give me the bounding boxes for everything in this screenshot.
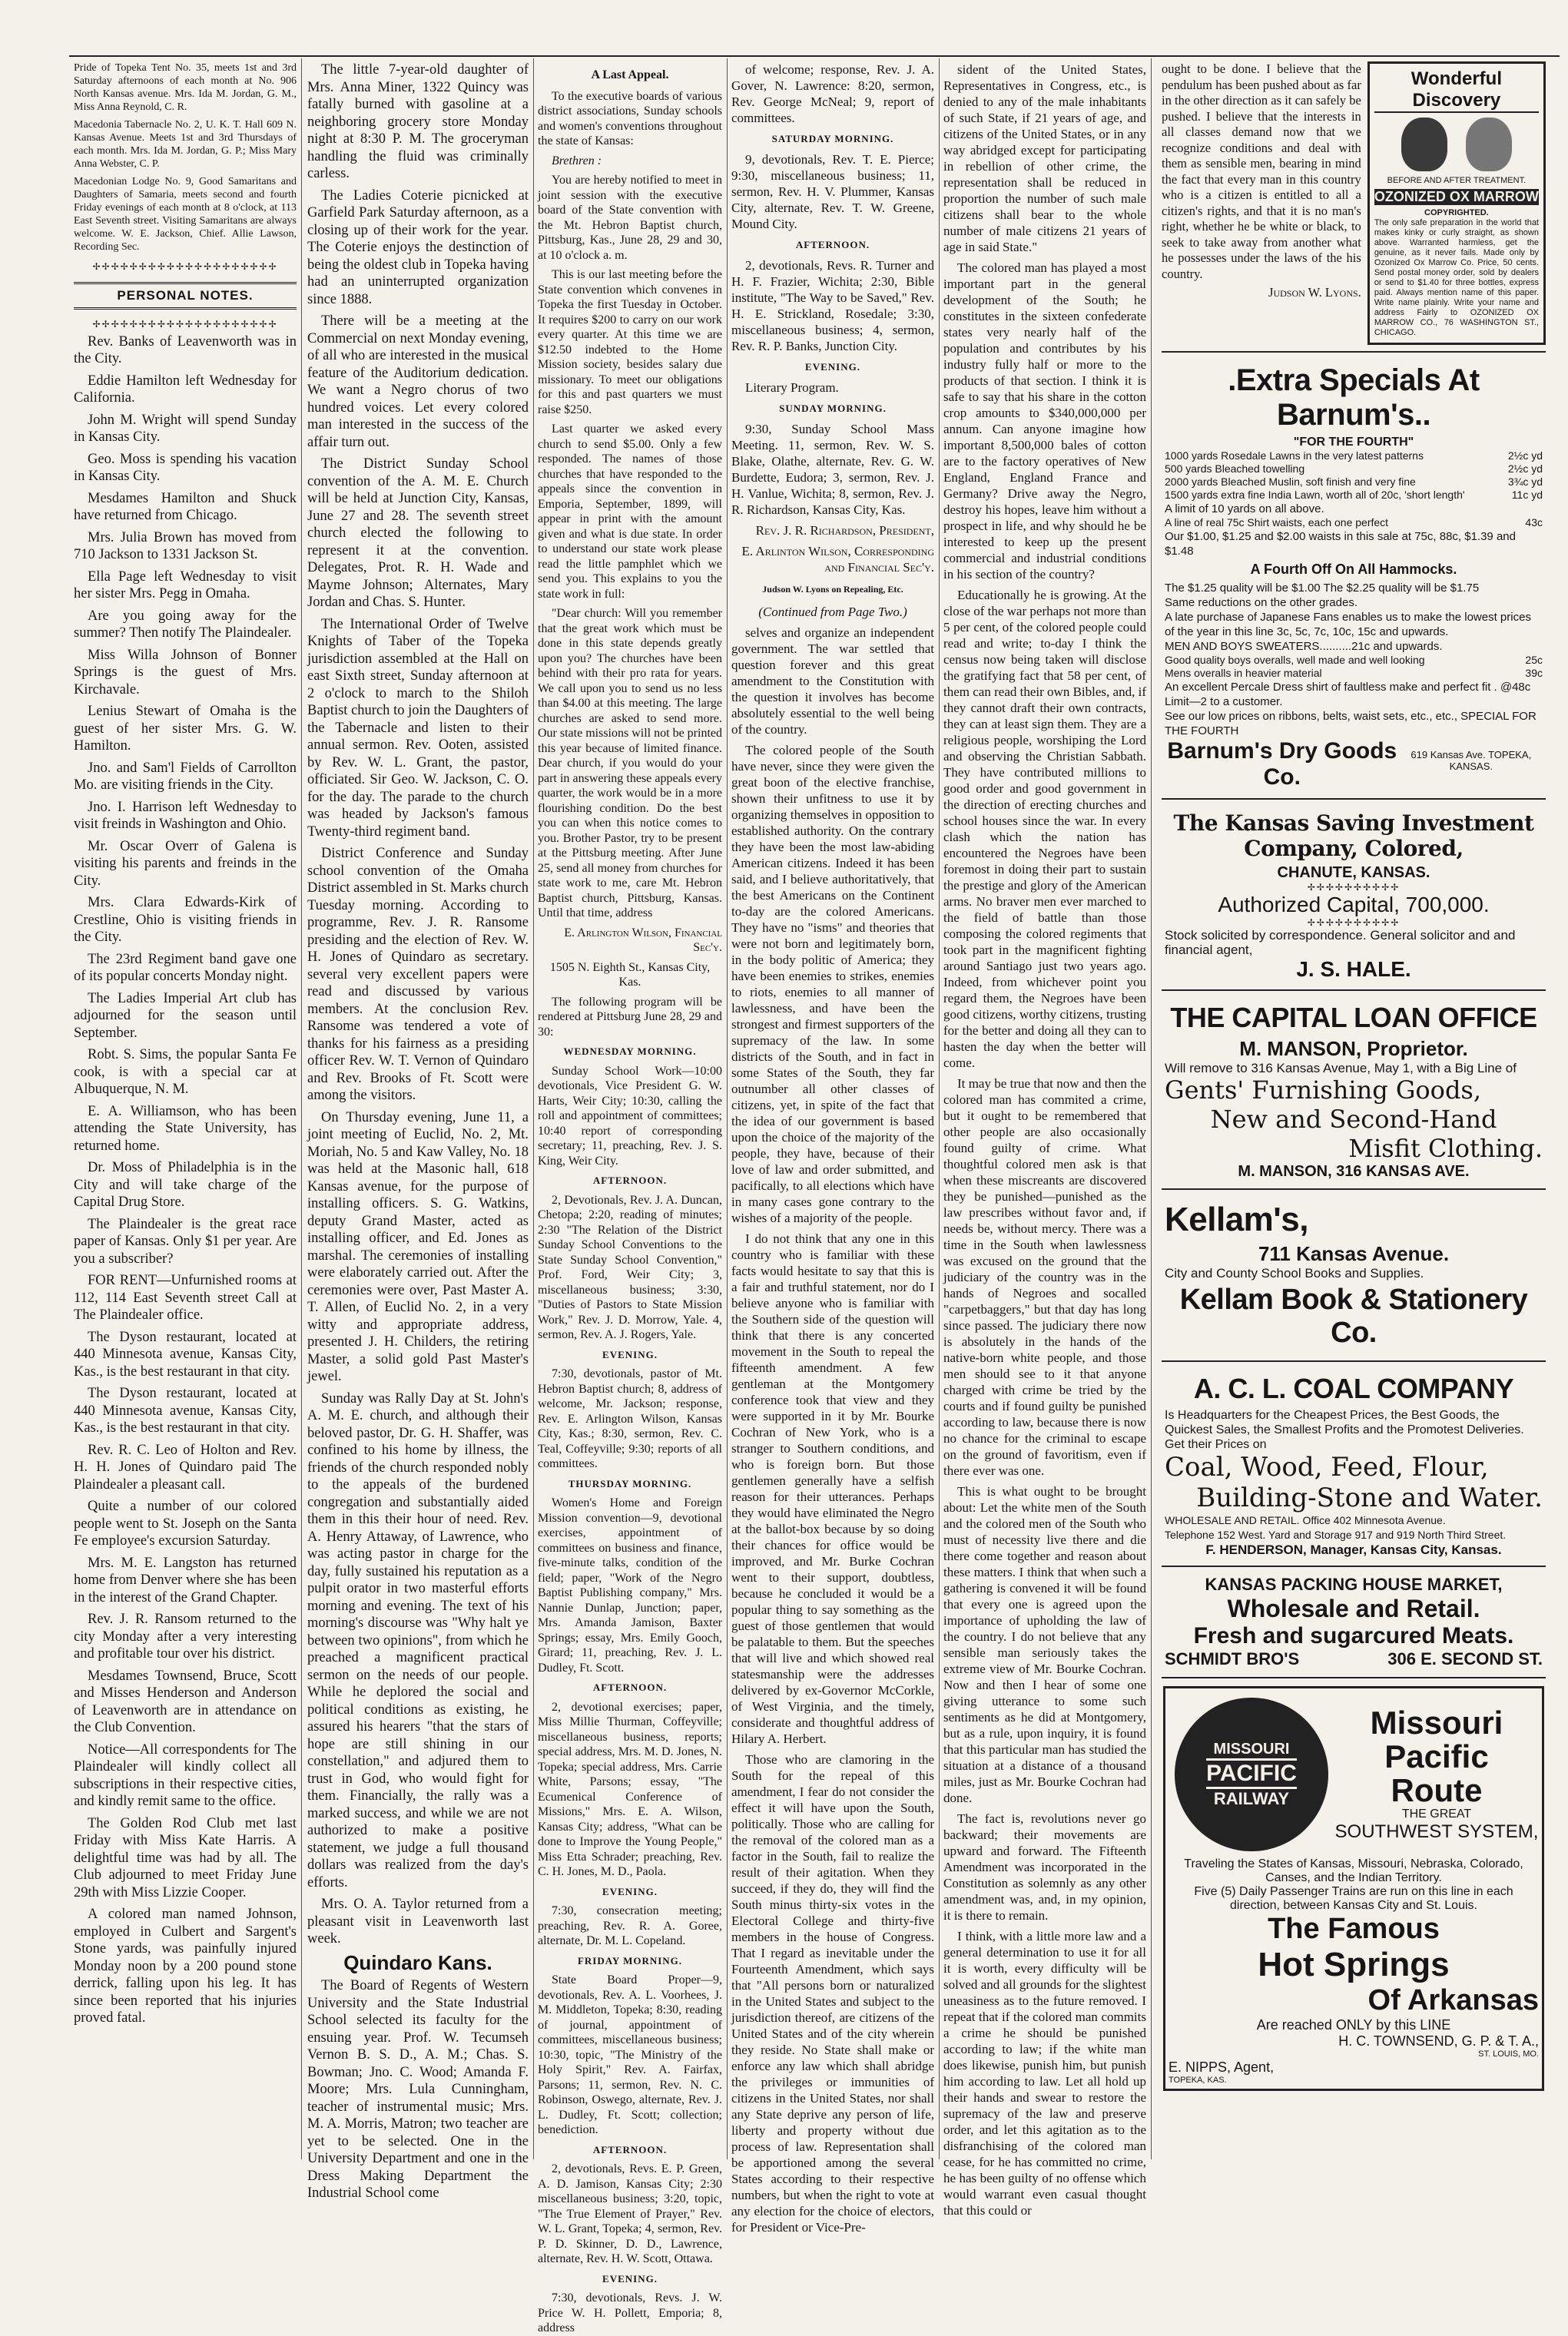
paragraph: Last quarter we asked every church to send $5.00. Only a few responded. The names of those churches that have responded to the appeals since the convention in Emporia, September, 1899, will appear in print with the amount given and what is due state. In order to understand our state work please read the little pamphlet which we send you. This explains to you the state work in full: — [538, 422, 722, 601]
paragraph: You are hereby notified to meet in joint session with the executive board of the State convention with the Mt. Hebron Baptist church, Pittsburg, Kas., June 28, 29 and 30, at 10 o'clock a. m. — [538, 174, 722, 262]
column-rule — [533, 58, 534, 2159]
address: 306 E. SECOND ST. — [1387, 1649, 1543, 1668]
ad-footer: M. MANSON, 316 KANSAS AVE. — [1238, 1163, 1470, 1180]
program-item: 2, devotionals, Revs. R. Turner and H. F. Frazier, Wichita; 2:30, Bible institute, "The Way to be Saved," Rev. H. E. Strickland, Rosedale; 3:30, miscellaneous business; 4, sermon, Rev. R. P. Banks, Junction City. — [731, 258, 934, 353]
price-row: Good quality boys overalls, well made and well looking 25c — [1165, 654, 1543, 666]
news-item: The Ladies Coterie picnicked at Garfield Park Saturday afternoon, as a closing up of their work for the year. The Coterie enjoys the destinction of being the oldest club in Topeka having had an uninterrupted organization since 1888. — [307, 187, 529, 307]
springs: Hot Springs — [1258, 1946, 1450, 1983]
ad-title: Kellam's, — [1165, 1201, 1308, 1238]
news-item: Mrs. Julia Brown has moved from 710 Jackson to 1331 Jackson St. — [74, 529, 297, 562]
railway-logo: MISSOURI PACIFIC RAILWAY — [1175, 1698, 1328, 1851]
signature: Judson W. Lyons. — [1268, 285, 1361, 300]
ad-body: Traveling the States of Kansas, Missouri, Nebraska, Colorado, Canses, and the Indian Territory. — [1184, 1857, 1523, 1884]
personal-notes — [74, 333, 297, 2027]
ad-title: A. C. L. COAL COMPANY — [1193, 1373, 1514, 1404]
line-1: Wholesale and Retail. — [1227, 1595, 1480, 1622]
local-news — [307, 61, 529, 1948]
ad-title: The Kansas Saving Investment Company, Colored, — [1173, 810, 1534, 861]
news-item: The International Order of Twelve Knights of Taber of the Topeka jurisdiction assembled at the Hall on east Sixth street, Sunday afternoon at 2 o'clock to march to the Shiloh Baptist church to join the Daughters of the Tabernacle and listen to their annual sermon. Rev. Ooten, assisted by Rev. W. L. Grant, the pastor, officiated. Sir Geo. W. Jackson, C. O. for the day. The parade to the church was headed by Jackson's famous Twenty-third regiment band. — [307, 616, 529, 840]
news-item: E. A. Williamson, who has been attending the State University, has returned home. — [74, 1103, 297, 1154]
program-item: EVENING. — [602, 2272, 658, 2285]
line-1: Gents' Furnishing Goods, — [1165, 1075, 1482, 1105]
news-item: FOR RENT—Unfurnished rooms at 112, 114 East Seventh street Call at The Plaindealer office. — [74, 1273, 297, 1323]
paragraph: This is what ought to be brought about: Let the white men of the South and the colored men of the South who must of necessity live there and die there come together and reason about these matters. I think that when such a gathering is convened it will be found that every one is agreed upon the importance of upholding the law of the country. I do not believe that any sensible man seriously takes the extreme view of Mr. Bourke Cochran. Now and then I hear of some one giving utterance to some such sentiments as he did at Montgomery, but as a rule, upon inquiry, it is found that this particular man has studied the situation at a distance of a thousand miles, just as Mr. Bourke Cochran had done. — [943, 1484, 1146, 1805]
ad-title: Wonderful Discovery — [1374, 68, 1539, 113]
store-name: Barnum's Dry Goods Co. — [1167, 738, 1397, 790]
news-item: Mesdames Townsend, Bruce, Scott and Misses Henderson and Anderson of Leavenworth are in attendance on the Club Convention. — [74, 1668, 297, 1735]
program-item: 9:30, Sunday School Mass Meeting. 11, sermon, Rev. W. S. Blake, Olathe, alternate, Rev. G. W. Burdette, Eudora; 3, sermon, Rev. J. H. Vanlue, Wichita; 8, sermon, Rev. J. R. Richardson, Kansas City, Kas. — [731, 422, 934, 517]
news-item: The Golden Rod Club met last Friday with Miss Kate Harris. A delightful time was had by all. The Club adjourned to meet Friday June 29th with Miss Lizzie Cooper. — [74, 1815, 297, 1900]
program-signatures — [731, 522, 934, 575]
ad-body: The only safe preparation in the world that makes kinky or curly straight, as shown above. Warranted harmless, get the genuine, as it never fails. Made only by Ozonized Ox Marrow Co. Price, 50 cents. Send postal money order, sold by dealers or send to $1.40 for three bottles, express paid. Always mention name of this paper. Write name plainly. Write your name and address Fairly to OZONIZED OX MARROW CO., 76 WASHINGTON ST., CHICAGO. — [1374, 218, 1539, 337]
ad-body: Stock solicited by correspondence. General solicitor and and financial agent, — [1165, 928, 1516, 957]
ad-ox-marrow — [1367, 61, 1546, 345]
before-after-illustration — [1374, 118, 1539, 171]
news-item: Rev. J. R. Ransom returned to the city Monday after a very interesting and profitable tour over his district. — [74, 1612, 297, 1662]
program-item: AFTERNOON. — [592, 1682, 668, 1693]
ad-coal — [1162, 1362, 1546, 1567]
lodge-notice: Macedonian Lodge No. 9, Good Samaritans and Daughters of Samaria, meets second and fourth Friday evenings of each month at 8 o'clock, at 113 East Seventh street. Visiting Samaritans are always welcome. W. E. Jackson, Chief. Allie Lawson, Recording Sec. — [74, 176, 297, 253]
ad-body: Is Headquarters for the Cheapest Prices, the Best Goods, the Quickest Sales, the Smallest Profits and the Promotest Deliveries. — [1165, 1409, 1524, 1436]
news-item: The 23rd Regiment band gave one of its popular concerts Monday night. — [74, 951, 297, 984]
program-item: WEDNESDAY MORNING. — [563, 1045, 697, 1057]
ad-packing-house — [1162, 1567, 1546, 1678]
column-3 — [538, 61, 722, 2334]
program-item: 7:30, consecration meeting; preaching, Rev. R. A. Goree, alternate, Dr. M. L. Copeland. — [538, 1904, 722, 1947]
program-item: SATURDAY MORNING. — [771, 133, 894, 144]
column-rule — [1151, 58, 1152, 2159]
program-item: AFTERNOON. — [795, 239, 870, 250]
quindaro-paragraph: The Board of Regents of Western University and the State Industrial School selected its faculty for the ensuing year. Prof. W. Tecumseh Vernon B. S. D., A. M.; Chas. S. Bowman; Jno. C. Wood; Amanda F. Moore; Mrs. Lula Cunningham, teacher of instrumental music; Mrs. M. A. Morris, Matron; two teacher are yet to be selected. One in the University Department and one in the Dress Making Department the Industrial School come — [307, 1978, 529, 2201]
program-item: 2, devotionals, Revs. E. P. Green, A. D. Jamison, Kansas City; 2:30 miscellaneous business; 3:20, topic, "The True Element of Prayer," Rev. W. L. Grant, Topeka; 4, sermon, Rev. P. D. Skinner, D. D., Lawrence, alternate, Rev. H. W. Scott, Ottawa. — [538, 2162, 722, 2265]
ornament-rule: ✢✢✢✢✢✢✢✢✢✢✢✢✢✢✢✢✢✢✢✢ — [92, 319, 278, 330]
percale-offer: An excellent Percale Dress shirt of faultless make and perfect fit . @48c — [1165, 681, 1531, 694]
paragraph: selves and organize an independent government. The war settled that question forever and this great amendment to the Constitution with the question it involves has become absolutely essential to the well being of the country. — [731, 625, 934, 737]
famous: The Famous — [1268, 1913, 1440, 1945]
arkansas: Of Arkansas — [1367, 1984, 1539, 2016]
signature: E. Arlington Wilson, Financial Sec'y. — [564, 926, 722, 954]
continued-note: (Continued from Page Two.) — [758, 605, 907, 619]
line-1: Coal, Wood, Feed, Flour, — [1165, 1452, 1489, 1483]
column-rule — [727, 58, 728, 2159]
wholesale: WHOLESALE AND RETAIL. Office 402 Minnesota Avenue. — [1165, 1514, 1446, 1526]
program-item: Sunday School Work—10:00 devotionals, Vice President G. W. Harts, Weir City; 10:30, calling the roll and appointment of committees; 10:40 report of corresponding secretary; 11, preaching, Rev. J. S. King, Weir City. — [538, 1064, 722, 1168]
column-4 — [731, 61, 934, 2235]
limit-note: Limit—2 to a customer. — [1165, 695, 1283, 708]
line-2: New and Second-Hand — [1210, 1105, 1497, 1134]
program-item: 7:30, devotionals, Revs. J. W. Price W. H. Pollett, Emporia; 8, address — [538, 2291, 722, 2334]
news-item: The little 7-year-old daughter of Mrs. Anna Miner, 1322 Quincy was fatally burned with gasoline at a neighboring grocery store Monday night at 8:30 P. M. The groceryman handling the fluid was criminally carless. — [307, 62, 529, 181]
ad-kellam — [1162, 1190, 1546, 1362]
program-continued — [731, 61, 934, 518]
news-item: Dr. Moss of Philadelphia is in the City and will take charge of the Capital Drug Store. — [74, 1160, 297, 1210]
news-item: Rev. R. C. Leo of Holton and Rev. H. H. Jones of Quindaro paid The Plaindealer a pleasant call. — [74, 1442, 297, 1493]
price-row: 500 yards Bleached towelling 2½c yd — [1165, 462, 1543, 475]
news-item: On Thursday evening, June 11, a joint meeting of Euclid, No. 2, Mt. Moriah, No. 5 and Kaw Valley, No. 18 was held at the Masonic hall, 618 Kansas avenue, for the purpose of installing officers. S. G. Watkins, deputy Grand Master, acted as installing officer, and Ed. Jones as marshal. The ceremonies of installing were elaborately carried out. After the ceremonies were over, Past Master A. T. Allen, of Euclid No. 2, in a very witty and appropriate address, presented J. H. Childers, the retiring Master, a solid gold Past Master's jewel. — [307, 1109, 529, 1384]
sweaters: MEN AND BOYS SWEATERS..........21c and upwards. — [1165, 640, 1443, 653]
capital: Authorized Capital, 700,000. — [1218, 893, 1490, 916]
hammock-prices: The $1.25 quality will be $1.00 The $2.25 quality will be $1.75 — [1165, 582, 1480, 595]
ad-title: KANSAS PACKING HOUSE MARKET, — [1205, 1575, 1503, 1594]
column-2 — [307, 61, 529, 2201]
system: SOUTHWEST SYSTEM, — [1334, 1821, 1539, 1842]
article-body — [731, 625, 934, 2235]
program-item: THURSDAY MORNING. — [568, 1477, 692, 1489]
news-item: Miss Willa Johnson of Bonner Springs is the guest of Mrs. Kirchavale. — [74, 647, 297, 697]
price-row: A line of real 75c Shirt waists, each one perfect 43c — [1165, 516, 1543, 528]
program-item: EVENING. — [805, 361, 860, 373]
news-item: Mrs. Clara Edwards-Kirk of Crestline, Ohio is visiting friends in the City. — [74, 895, 297, 945]
paragraph: sident of the United States, Representatives in Congress, etc., is denied to any of the male inhabitants of such State, if 21 years of age, and citizens of the United States, or in any way abridged except for participating in rebellion of other crime, the representation shall be reduced in proportion the number of such male citizens shall bear to the whole number of male citizens 21 years of age in said State." — [943, 62, 1146, 254]
news-item: Are you going away for the summer? Then notify The Plaindealer. — [74, 608, 297, 641]
salutation: Brethren : — [552, 154, 602, 167]
news-item: Mrs. M. E. Langston has returned home from Denver where she has been in the interest of the Grand Chapter. — [74, 1555, 297, 1605]
article-dateline: Judson W. Lyons on Repealing, Etc. — [762, 584, 903, 595]
agent: E. NIPPS, Agent, — [1169, 2059, 1275, 2075]
column-rule — [301, 58, 302, 2159]
paragraph: I think, with a little more law and a general determination to use it for all it is worth, every difficulty will be solved and all grounds for the slightest uneasiness as to the future removed. I repeat that if the colored man commits a crime he should be punished according to law; if the white man does likewise, punish him, but punish him according to law. Let all hold up their hands and swear to restore the supremacy of the law and preserve order, and let this agitation as to the disfranchising of the colored man cease, for he has committed no crime, he has been guilty of no offense which would warrant even casual thought that this could or — [943, 1929, 1146, 2218]
program-item: State Board Proper—9, devotionals, Rev. A. L. Voorhees, J. M. Middleton, Topeka; 8:30, reading of journal, appointment of committees, miscellaneous business; 10:30, topic, "The Ministry of the Holy Spirit," Rev. A. Fairfax, Parsons; 11, sermon, Rev. N. C. Robinson, Oswego, alternate, Rev. J. L. Dudley, Ft. Scott; collection; benediction. — [538, 1973, 722, 2136]
great: THE GREAT — [1401, 1808, 1472, 1821]
address: 711 Kansas Avenue. — [1258, 1242, 1450, 1265]
paragraph: The fact is, revolutions never go backward; their movements are upward and forward. The Fifteenth Amendment was incorporated in the Constitution as solemnly as any other amendment was, and, in my opinion, it is there to remain. — [943, 1811, 1146, 1923]
news-item: District Conference and Sunday school convention of the Omaha District assembled in St. Marks church Tuesday morning. According to programme, Rev. J. R. Ransome presiding and the election of Rev. W. H. Jones of Quindaro as secretary. several very excellent papers were read and discussed by various members. At the conclusion Rev. Ransome was tendered a vote of thanks for his fairness as a presiding officer Rev. W. T. Vernon of Quindaro and Rev. Brooks of Ft. Scott were among the visitors. — [307, 846, 529, 1103]
address: 1505 N. Eighth St., Kansas City, Kas. — [549, 960, 711, 989]
get-prices: Get their Prices on — [1165, 1438, 1267, 1451]
program-item: 9, devotionals, Rev. T. E. Pierce; 9:30, miscellaneous business; 11, sermon, Rev. H. V. Plummer, Kansas City, alternate, Rev. T. W. Greene, Mound City. — [731, 152, 934, 231]
price-row: 2000 yards Bleached Muslin, soft finish and very fine 3¾c yd — [1165, 475, 1543, 488]
hammock-note: Same reductions on the other grades. — [1165, 596, 1357, 609]
lodge-notices — [74, 61, 297, 253]
news-item: Eddie Hamilton left Wednesday for California. — [74, 373, 297, 406]
fans-offer: A late purchase of Japanese Fans enables us to make the lowest prices of the year in this line 3c, 5c, 7c, 10c, 15c and upwards. — [1165, 611, 1531, 638]
program-item: EVENING. — [602, 1885, 658, 1897]
intro: To the executive boards of various district associations, Sunday schools and women's conventions throughout the state of Kansas: — [538, 89, 722, 147]
article-body — [943, 61, 1146, 2218]
line-2: Fresh and sugarcured Meats. — [1193, 1623, 1514, 1648]
lodge-notice: Pride of Topeka Tent No. 35, meets 1st and 3rd Saturday afternoons of each month at No. 906 North Kansas avenue. Mrs. Ida M. Jordan, G. M., Miss Anna Reynold, C. R. — [74, 62, 297, 113]
news-item: Geo. Moss is spending his vacation in Kansas City. — [74, 451, 297, 484]
top-rule — [69, 55, 1560, 57]
ad-title: .Extra Specials At Barnum's.. — [1228, 363, 1480, 432]
news-item: Sunday was Rally Day at St. John's A. M. E. church, and although their beloved pastor, Dr. G. H. Shaffer, was confined to his home by illness, the friends of the church responded nobly to the appeals of the burdened congregation and substantially aided them in this their hour of need. Rev. A. Henry Attaway, of Lawrence, who was acting pastor in charge for the day, fully sustained his reputation as a pulpit orator in two masterful efforts morning and evening. The text of his morning's discourse was "Why halt ye between two opinions", from which he preached a magnificent practical sermon on the needs of our people. While he deplored the social and political conditions as existing, he assured his hearers "that the stars of hope are still shining in our constellation," and adjured them to trust in God, who would fight for them. Financially, the rally was a marked success, and while we are not authorized to make a positive statement, we judge a full thousand dollars was realized from the day's efforts. — [307, 1390, 529, 1890]
ad-title: Missouri Pacific Route — [1370, 1705, 1503, 1808]
line-3: Misfit Clothing. — [1348, 1134, 1543, 1163]
topeka: TOPEKA, KAS. — [1169, 2076, 1227, 2085]
news-item: The Plaindealer is the great race paper of Kansas. Only $1 per year. Are you a subscriber? — [74, 1216, 297, 1267]
news-item: Mesdames Hamilton and Shuck have returned from Chicago. — [74, 490, 297, 523]
news-item: Notice—All correspondents for The Plaindealer will kindly collect all subscriptions in their respective cities, and kindly remit same to the office. — [74, 1741, 297, 1809]
price-list — [1165, 449, 1543, 502]
trains: Five (5) Daily Passenger Trains are run on this line in each direction, between Kansas City and St. Louis. — [1194, 1885, 1513, 1912]
ad-capital-loan — [1162, 991, 1546, 1190]
news-item: Jno. and Sam'l Fields of Carrollton Mo. are visiting friends in the City. — [74, 760, 297, 793]
program-item: FRIDAY MORNING. — [577, 1954, 683, 1967]
ad-body: City and County School Books and Supplies. — [1165, 1266, 1424, 1281]
store-address: 619 Kansas Ave. TOPEKA, KANSAS. — [1411, 749, 1532, 772]
company-name: Kellam Book & Stationery Co. — [1179, 1284, 1528, 1349]
news-item: The District Sunday School convention of the A. M. E. Church will be held at Junction City, Kansas, June 27 and 28. The seventh street church elected the following to represent it at the convention. Delegates, Prot. R. H. Wade and Mayme Johnson; Alternates, Mary Jordan and Chas. S. Hunter. — [307, 456, 529, 610]
news-item: A colored man named Johnson, employed in Culbert and Sargent's Stone yards, was painfully injured Monday noon by a 200 pound stone derrick, falling upon his leg. It has since been reported that his injuries proved fatal. — [74, 1907, 297, 2026]
proprietor: M. MANSON, Proprietor. — [1239, 1037, 1468, 1060]
column-1 — [74, 61, 297, 2151]
reached: Are reached ONLY by this LINE — [1256, 2017, 1451, 2033]
section-title: PERSONAL NOTES. — [74, 282, 297, 310]
line-2: Building-Stone and Water. — [1196, 1483, 1543, 1513]
column-5 — [943, 61, 1146, 2218]
signature: E. Arlinton Wilson, Corresponding and Financial Sec'y. — [741, 544, 934, 575]
price-row: 1000 yards Rosedale Lawns in the very latest patterns 2½c yd — [1165, 449, 1543, 462]
news-item: John M. Wright will spend Sunday in Kansas City. — [74, 412, 297, 445]
news-item: The Ladies Imperial Art club has adjourned for the season until September. — [74, 990, 297, 1041]
product-name: OZONIZED OX MARROW — [1374, 189, 1539, 204]
news-item: Mrs. O. A. Taylor returned from a pleasant visit in Leavenworth last week. — [307, 1897, 529, 1947]
program-item: EVENING. — [602, 1348, 658, 1360]
copyright: COPYRIGHTED. — [1424, 208, 1489, 217]
program-item: Literary Program. — [745, 380, 839, 395]
stl: ST. LOUIS, MO. — [1478, 2049, 1539, 2059]
after-portrait — [1466, 118, 1512, 171]
program-item: 7:30, devotionals, pastor of Mt. Hebron Baptist church; 8, address of welcome, Mr. Jackson; response, Rev. E. Arlington Wilson, Kansas City, Kas.; 8:30, sermon, Rev. C. Teal, Coffeyville; 9:30; reports of all committees. — [538, 1367, 722, 1470]
paragraph: The following program will be rendered at Pittsburg June 28, 29 and 30: — [538, 995, 722, 1039]
paragraph: This is our last meeting before the State convention which convenes in Topeka the first Tuesday in October. It requires $200 to carry on our work every quarter. At this time we are $12.50 indebted to the Home Mission society, besides salary due missionary. To meet our obligations for this and past quarters we must raise $250. — [538, 268, 722, 416]
manager: F. HENDERSON, Manager, Kansas City, Kansas. — [1205, 1542, 1502, 1557]
agent-name: J. S. HALE. — [1296, 957, 1411, 981]
section-title: A Last Appeal. — [591, 68, 669, 81]
ad-missouri-pacific — [1163, 1686, 1544, 2091]
paragraph: It may be true that now and then the colored man has commited a crime, but it ought to be remembered that other people are also occasionally found guilty of crime. What thoughtful colored men ask is that when these miscreants are discovered they be punished—punished as the law prescribes without favor and, if needs be, without mercy. There was a time in the South when lawlessness was excused on the ground that the judiciary of the country was in the hands of Negroes and socalled "carpetbaggers," but that day has long since passed. The judiciary there now is absolutely in the hands of the native-born white people, and those men should see to it that anyone charged with crime be tried by the courts and if found guilty be punished according to law, because there is now no chance for the criminal to escape on the ground of favoritism, even if there ever was one. — [943, 1076, 1146, 1478]
paragraph: ought to be done. I believe that the pendulum has been pushed about as far in the other direction as it can safely be pushed. I believe that the interests in all classes demand now that we recognize conditions and deal with them as sensible men, bearing in mind the fact that every man in this country who is a citizen is entitled to all a citizen's rights, and that it is no man's right, whether he be white or black, to seek to take away from another what he possesses under the laws of the his country. — [1162, 61, 1361, 281]
ribbons-offer: See our low prices on ribbons, belts, waist sets, etc., etc., SPECIAL FOR THE FOURTH — [1165, 710, 1537, 737]
ad-saving-investment: The Kansas Saving Investment Company, Colored, CHANUTE, KANSAS. ✢✢✢✢✢✢✢✢✢✢ Authorized Capital, 700,000. ✢✢✢✢✢✢✢✢✢✢ Stock solicited by correspondence. General solicitor and and financial agent, J. S. HALE. — [1162, 800, 1546, 991]
paragraph: "Dear church: Will you remember that the great work which must be done in this state depends greatly upon you? The churches have been behind with their pro rata for years. We call upon you to send us no less than $4.00 at this meeting. The large churches are asked to send more. Our state missions will not be printed this year because of limited finance. Dear church, if you would do your part in answering these appeals every quarter, the work would be in a more flourishing condition. Do the best you can when this notice comes to you. Brother Pastor, try to be present at the Pittsburg meeting. After June 25, send all money from churches for state work to me, care Mt. Hebron Baptist church, Pittsburg, Kansas. Until that time, address — [538, 607, 722, 919]
program-item: 2, Devotionals, Rev. J. A. Duncan, Chetopa; 2:20, reading of minutes; 2:30 "The Relation of the District Sunday School Conventions to the State Sunday School Convention," Prof. Ford, Weir City; 3, miscellaneous business; 3:30, "Duties of Pastors to State Mission Work," Rev. J. D. Morrow, Yale. 4, sermon, Rev. A. J. Rogers, Yale. — [538, 1193, 722, 1341]
paragraph: Educationally he is growing. At the close of the war perhaps not more than 5 per cent, of the colored people could read and write; to-day I think the census now being taken will disclose the gratifying fact that 58 per cent, of them can read their own Bibles, and, if they cannot draft their own contracts, they can at least sign them. They are a religious people, worshiping the Lord and observing the Christian Sabbath. They have contributed millions to good order and good government in the direction of erecting churches and school houses since the war. In every clash which the nation has encountered the Negroes have been foremost in doing their part to sustain the prestige and glory of the American arms. No braver men ever marched to the field of battle than those composing the colored regiments that took part in the magnificent fighting around Santiago just two years ago. Indeed, from whichever point you regard them, the Negroes have been good citizens, worthy citizens, trusting for the better and doing all they can to hasten the day when the better will come. — [943, 588, 1146, 1070]
program-item: AFTERNOON. — [592, 1175, 668, 1186]
program-item: SUNDAY MORNING. — [779, 403, 887, 414]
program — [538, 1044, 722, 2336]
column-rule — [939, 58, 940, 2159]
news-item: The Dyson restaurant, located at 440 Minnesota avenue, Kansas City, Kas., is the best restaurant in that city. — [74, 1329, 297, 1380]
news-item: Jno. I. Harrison left Wednesday to visit freinds in Washington and Ohio. — [74, 799, 297, 832]
news-item: Ella Page left Wednesday to visit her sister Mrs. Pegg in Omaha. — [74, 568, 297, 601]
lodge-notice: Macedonia Tabernacle No. 2, U. K. T. Hall 609 N. Kansas Avenue. Meets 1st and 3rd Thursdays of each month. Mrs. Ida M. Jordan, G. P.; Miss Mary Anna Webster, C. P. — [74, 119, 297, 170]
paragraph: I do not think that any one in this country who is familiar with these facts would hesitate to say that this is a fair and truthful statement, nor do I believe anyone who is familiar with the Southern side of the question will think that there is any concerted movement in the South to repeal the fifteenth amendment. A few gentleman at the Montgomery conference took that view and they were supported in it by Mr. Bourke Cochran of New York, who is a stranger to Southern conditions, and who is foreign born. But those gentlemen generally have a selfish reason for their utterances. Perhaps they would have eliminated the Negro at the ballot-box because by so doing their chances for office would be improved, and Mr. Burke Cochran went to their support, doubtless, because he concluded it would be a popular thing to say something as the guest of those gentlemen that would be palatable to them. But the speeches that will live and which showed real statesmanship were the addresses delivered by ex-Governor McCorkle, of West Virginia, and the timely, considerate and thoughtful address of Hilary A. Herbert. — [731, 1231, 934, 1746]
program-item: Women's Home and Foreign Mission convention—9, devotional exercises, appointment of committees on business and finance, five-minute talks, condition of the field; paper, "Work of the Negro Baptist Publishing company," Mrs. Nannie Dunlap, Junction; paper, Mrs. Amanda Jamison, Baxter Springs; essay, Mrs. Emily Gooch, Girard; 11, preaching, Rev. J. L. Dudley, Ft. Scott. — [538, 1496, 722, 1675]
program-item: of welcome; response, Rev. J. A. Gover, N. Lawrence: 8:20, sermon, Rev. George McNeal; 9, report of committees. — [731, 62, 934, 125]
price-row: 1500 yards extra fine India Lawn, worth all of 20c, 'short length' 11c yd — [1165, 489, 1543, 501]
telephone: Telephone 152 West. Yard and Storage 917 and 919 North Third Street. — [1165, 1529, 1507, 1541]
paragraph: Those who are clamoring in the South for the repeal of this amendment, I fear do not consider the effect it will have upon the South, politically. Those who are calling for the removal of the colored man as a factor in the South, fail to realize the result of their agitation. When they succeed, if they do, they will find the South minus thirty-six votes in the Electoral College and thirty-five members in the house of Congress. That I regard as inevitable under the Fourteenth Amendment, which says that "All persons born or naturalized in the United States and subject to the jurisdiction thereof, are citizens of the United States and of the city wherein they reside. No State shall make or enforce any law which shall abridge the privileges or immunities of citizens in the United States, nor shall any State deprive any person of life, liberty and property without due process of law. Representation shall be apportioned among the several States according to their respective numbers, but when the right to vote at any election for the choice of electors, for President or Vice-Pre- — [731, 1752, 934, 2235]
ad-title: THE CAPITAL LOAN OFFICE — [1170, 1002, 1537, 1033]
ad-city: CHANUTE, KANSAS. — [1277, 864, 1430, 881]
price-row: Mens overalls in heavier material 39c — [1165, 667, 1543, 679]
news-item: Robt. S. Sims, the popular Santa Fe cook, is with a special car at Albuquerque, N. M. — [74, 1047, 297, 1097]
program-item: 2, devotional exercises; paper, Miss Millie Thurman, Coffeyville; miscellaneous business, reports; special address, Mrs. M. D. Jones, N. Topeka; special address, Mrs. Carrie White, Parsons; essay, "The Ecumenical Conference of Missions," Mrs. E. A. Wilson, Kansas City; address, "What can be done to Improve the Young People," Miss Etta Schrader; preaching, Rev. C. H. Jones, M. D., Paola. — [538, 1700, 722, 1878]
news-item: The Dyson restaurant, located at 440 Minnesota avenue, Kansas City, Kas., is the best restaurant in that city. — [74, 1386, 297, 1436]
signature: Rev. J. R. Richardson, President, — [755, 523, 934, 538]
advertisements — [1162, 61, 1546, 2143]
program-item: AFTERNOON. — [592, 2143, 668, 2155]
company: SCHMIDT BRO'S — [1165, 1649, 1300, 1668]
section-title: Quindaro Kans. — [343, 1950, 492, 1974]
paragraph: The colored people of the South have never, since they were given the great boon of the elective franchise, shown their unfitness to use it by organizing themselves in opposition to established authority. On the contrary they have been the most law-abiding American citizens. Indeed it has been said, and I believe authoritatively, that the best Americans on the Continent to-day are the colored Americans. They have no "isms" and theories that were not born and legitimately born, in the body politic of America; they have been enemies to strikes, enemies to riots, enemies to all manner of lawlessness, and have been the strongest and firmest supporters of the supremacy of the law. In some districts of the South, and in fact in some States of the South, they far outnumber all other classes of citizens, yet, in spite of the fact that the idea of our government is based upon the choice of the majority of the people, they have, because of their love of law and order submitted, and pacifically, to all elections which have in many cases gone contrary to the wishes of a majority of the people. — [731, 743, 934, 1225]
news-item: Quite a number of our colored people went to St. Joseph on the Santa Fe employee's excursion Saturday. — [74, 1499, 297, 1549]
news-item: Rev. Banks of Leavenworth was in the City. — [74, 333, 297, 366]
agent-gpta: H. C. TOWNSEND, G. P. & T. A., — [1338, 2033, 1539, 2049]
news-item: Mr. Oscar Overr of Galena is visiting his parents and freinds in the City. — [74, 838, 297, 889]
ad-barnum — [1162, 351, 1546, 800]
ad-subtitle: "FOR THE FOURTH" — [1293, 436, 1414, 449]
ornament-rule: ✢✢✢✢✢✢✢✢✢✢✢✢✢✢✢✢✢✢✢✢ — [92, 261, 278, 272]
before-portrait — [1401, 118, 1447, 171]
article-conclusion — [1162, 61, 1361, 345]
paragraph: The colored man has played a most important part in the general development of the South; he constitutes in the sixteen confederate states very nearly half of the population and contributes by his industry fully half or more to the products of that section. I think it is safe to say that his share in the cotton crop amounts to $340,000,000 per annum. Can anyone imagine how important 8,500,000 bales of cotton are to the factory operatives of New England, England France and Germany? Drive away the Negro, destroy his hopes, leave him without a prospect in life, and why should he be interested to keep up the present commercial and industrial conditions in his section of the country? — [943, 260, 1146, 582]
shirt-prices: Our $1.00, $1.25 and $2.00 waists in this sale at 75c, 88c, $1.39 and $1.48 — [1165, 530, 1516, 558]
news-item: There will be a meeting at the Commercial on next Monday evening, of all who are interested in the musical feature of the Auditorium dedication. We want a Negro chorus of two hundred voices. Let every colored man interested in the success of the affair turn out. — [307, 313, 529, 450]
limit-note: A limit of 10 yards on all above. — [1165, 502, 1324, 515]
appeal-body — [538, 173, 722, 1039]
before-after-caption: BEFORE AND AFTER TREATMENT. — [1387, 176, 1527, 185]
ad-body: Will remove to 316 Kansas Avenue, May 1, with a Big Line of — [1165, 1061, 1517, 1075]
hammocks-heading: A Fourth Off On All Hammocks. — [1250, 562, 1457, 577]
news-item: Lenius Stewart of Omaha is the guest of her sister Mrs. G. W. Hamilton. — [74, 704, 297, 754]
